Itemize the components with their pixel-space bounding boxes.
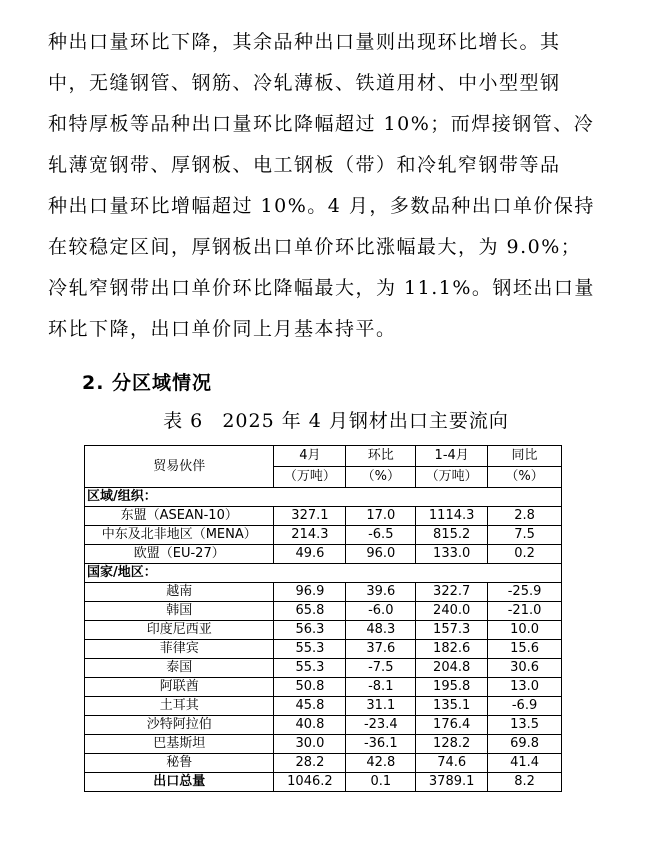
cell-mom: 39.6 <box>346 583 416 602</box>
cell-ytd: 157.3 <box>416 621 488 640</box>
cell-yoy: 30.6 <box>488 659 562 678</box>
cell-ytd: 815.2 <box>416 526 488 545</box>
header-partner: 贸易伙伴 <box>85 446 274 488</box>
cell-partner: 泰国 <box>85 659 274 678</box>
cell-yoy: 41.4 <box>488 754 562 773</box>
paragraph-line: 轧薄宽钢带、厚钢板、电工钢板（带）和冷轧窄钢带等品 <box>48 154 561 176</box>
cell-mom: 17.0 <box>346 507 416 526</box>
cell-april: 49.6 <box>274 545 346 564</box>
cell-yoy: 8.2 <box>488 773 562 792</box>
cell-ytd: 176.4 <box>416 716 488 735</box>
header-mom: 环比 <box>346 446 416 467</box>
header-ytd-unit: （万吨） <box>416 467 488 488</box>
cell-april: 30.0 <box>274 735 346 754</box>
cell-partner: 欧盟（EU-27） <box>85 545 274 564</box>
cell-ytd: 1114.3 <box>416 507 488 526</box>
cell-april: 56.3 <box>274 621 346 640</box>
cell-april: 327.1 <box>274 507 346 526</box>
cell-yoy: 7.5 <box>488 526 562 545</box>
cell-ytd: 135.1 <box>416 697 488 716</box>
cell-partner: 越南 <box>85 583 274 602</box>
table-row <box>85 716 562 735</box>
paragraph-line: 中，无缝钢管、钢筋、冷轧薄板、铁道用材、中小型型钢 <box>48 72 561 94</box>
table-row <box>85 526 562 545</box>
cell-ytd: 182.6 <box>416 640 488 659</box>
cell-yoy: -21.0 <box>488 602 562 621</box>
cell-partner: 出口总量 <box>85 773 274 792</box>
cell-april: 40.8 <box>274 716 346 735</box>
cell-partner: 菲律宾 <box>85 640 274 659</box>
cell-partner: 中东及北非地区（MENA） <box>85 526 274 545</box>
cell-mom: -7.5 <box>346 659 416 678</box>
cell-partner: 巴基斯坦 <box>85 735 274 754</box>
cell-partner: 印度尼西亚 <box>85 621 274 640</box>
paragraph-line: 环比下降，出口单价同上月基本持平。 <box>48 318 397 340</box>
cell-mom: -36.1 <box>346 735 416 754</box>
cell-ytd: 3789.1 <box>416 773 488 792</box>
header-ytd: 1-4月 <box>416 446 488 467</box>
cell-ytd: 128.2 <box>416 735 488 754</box>
table-row <box>85 754 562 773</box>
cell-yoy: 13.0 <box>488 678 562 697</box>
group-regions-label: 区域/组织： <box>85 488 562 507</box>
cell-april: 28.2 <box>274 754 346 773</box>
group-countries-label: 国家/地区： <box>85 564 562 583</box>
cell-yoy: -6.9 <box>488 697 562 716</box>
cell-ytd: 240.0 <box>416 602 488 621</box>
cell-partner: 沙特阿拉伯 <box>85 716 274 735</box>
table-row <box>85 545 562 564</box>
cell-mom: -23.4 <box>346 716 416 735</box>
cell-mom: 42.8 <box>346 754 416 773</box>
table-row <box>85 621 562 640</box>
paragraph-line: 冷轧窄钢带出口单价环比降幅最大，为 11.1%。钢坯出口量 <box>48 277 595 299</box>
cell-partner: 东盟（ASEAN-10） <box>85 507 274 526</box>
cell-mom: -8.1 <box>346 678 416 697</box>
cell-ytd: 74.6 <box>416 754 488 773</box>
cell-mom: -6.0 <box>346 602 416 621</box>
cell-april: 1046.2 <box>274 773 346 792</box>
cell-april: 65.8 <box>274 602 346 621</box>
table-caption-label: 表 6 <box>163 410 204 432</box>
cell-mom: 96.0 <box>346 545 416 564</box>
cell-ytd: 133.0 <box>416 545 488 564</box>
cell-ytd: 204.8 <box>416 659 488 678</box>
cell-mom: 0.1 <box>346 773 416 792</box>
cell-april: 55.3 <box>274 659 346 678</box>
table-row <box>85 640 562 659</box>
body-paragraph <box>48 22 608 350</box>
cell-yoy: 69.8 <box>488 735 562 754</box>
cell-april: 45.8 <box>274 697 346 716</box>
table-row <box>85 678 562 697</box>
cell-mom: -6.5 <box>346 526 416 545</box>
cell-partner: 秘鲁 <box>85 754 274 773</box>
cell-ytd: 195.8 <box>416 678 488 697</box>
table-caption <box>0 406 672 433</box>
cell-april: 96.9 <box>274 583 346 602</box>
cell-april: 50.8 <box>274 678 346 697</box>
cell-april: 214.3 <box>274 526 346 545</box>
table-row <box>85 735 562 754</box>
cell-mom: 48.3 <box>346 621 416 640</box>
cell-yoy: 15.6 <box>488 640 562 659</box>
cell-yoy: 10.0 <box>488 621 562 640</box>
paragraph-line: 在较稳定区间，厚钢板出口单价环比涨幅最大，为 9.0%； <box>48 236 582 258</box>
table-row <box>85 583 562 602</box>
table-row <box>85 659 562 678</box>
header-april: 4月 <box>274 446 346 467</box>
header-yoy-unit: （%） <box>488 467 562 488</box>
header-yoy: 同比 <box>488 446 562 467</box>
table-caption-title: 2025 年 4 月钢材出口主要流向 <box>222 410 509 432</box>
paragraph-line: 种出口量环比下降，其余品种出口量则出现环比增长。其 <box>48 31 561 53</box>
cell-partner: 阿联酋 <box>85 678 274 697</box>
paragraph-line: 和特厚板等品种出口量环比降幅超过 10%；而焊接钢管、冷 <box>48 113 595 135</box>
section-heading: 2. 分区域情况 <box>82 372 213 394</box>
cell-april: 55.3 <box>274 640 346 659</box>
cell-partner: 土耳其 <box>85 697 274 716</box>
table-row <box>85 697 562 716</box>
table-row <box>85 602 562 621</box>
cell-partner: 韩国 <box>85 602 274 621</box>
cell-yoy: 2.8 <box>488 507 562 526</box>
table-row <box>85 507 562 526</box>
header-mom-unit: （%） <box>346 467 416 488</box>
total-row <box>85 773 562 792</box>
cell-yoy: 0.2 <box>488 545 562 564</box>
cell-yoy: 13.5 <box>488 716 562 735</box>
header-april-unit: （万吨） <box>274 467 346 488</box>
export-flow-table <box>84 445 562 792</box>
cell-mom: 37.6 <box>346 640 416 659</box>
paragraph-line: 种出口量环比增幅超过 10%。4 月，多数品种出口单价保持 <box>48 195 595 217</box>
cell-mom: 31.1 <box>346 697 416 716</box>
cell-ytd: 322.7 <box>416 583 488 602</box>
cell-yoy: -25.9 <box>488 583 562 602</box>
